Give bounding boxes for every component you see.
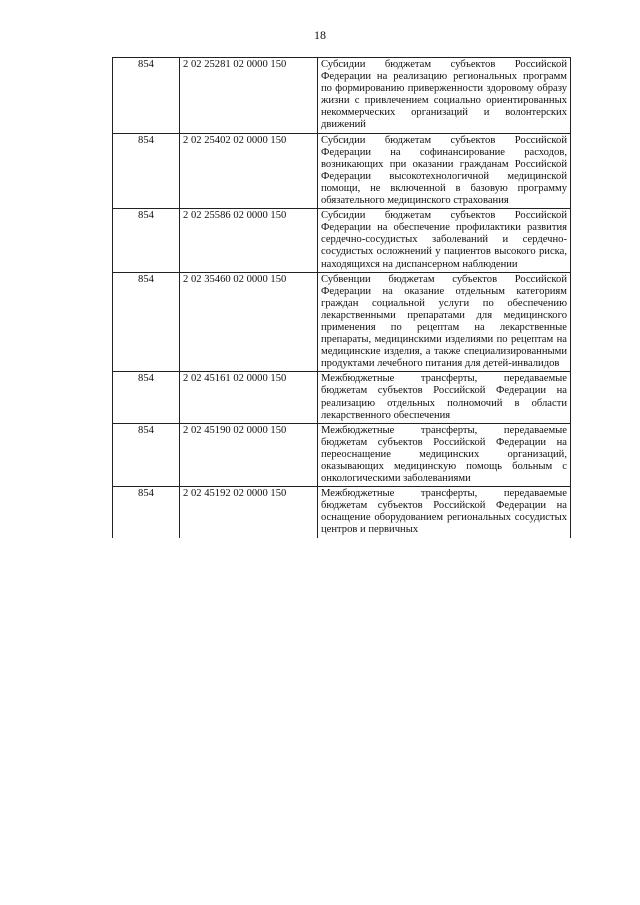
table-row — [113, 133, 571, 209]
description-cell: Субсидии бюджетам субъектов Российской Федерации на реализацию региональных программ по формированию приверженности здоровому образу жизни с привлечением социально ориентированных некоммерческих организаций и волонтерских движений — [318, 58, 571, 134]
table-row — [113, 372, 571, 423]
revenue-code-cell: 2 02 25281 02 0000 150 — [180, 58, 318, 134]
page-number: 18 — [314, 28, 326, 42]
description-cell: Субсидии бюджетам субъектов Российской Федерации на обеспечение профилактики развития сердечно-сосудистых заболеваний и сердечно-сосудистых осложнений у пациентов высокого риска, находящихся на диспансерном наблюдении — [318, 209, 571, 272]
admin-code-cell: 854 — [113, 272, 180, 372]
revenue-code-cell: 2 02 45192 02 0000 150 — [180, 487, 318, 538]
revenue-code-cell: 2 02 45190 02 0000 150 — [180, 423, 318, 486]
table-row — [113, 58, 571, 134]
revenue-codes-table — [112, 57, 571, 538]
revenue-code-cell: 2 02 25402 02 0000 150 — [180, 133, 318, 209]
table-row — [113, 487, 571, 538]
admin-code-cell: 854 — [113, 423, 180, 486]
admin-code-cell: 854 — [113, 133, 180, 209]
admin-code-cell: 854 — [113, 209, 180, 272]
admin-code-cell: 854 — [113, 372, 180, 423]
description-cell: Межбюджетные трансферты, передаваемые бюджетам субъектов Российской Федерации на реализацию отдельных полномочий в области лекарственного обеспечения — [318, 372, 571, 423]
revenue-code-cell: 2 02 25586 02 0000 150 — [180, 209, 318, 272]
description-cell: Межбюджетные трансферты, передаваемые бюджетам субъектов Российской Федерации на оснащение оборудованием региональных сосудистых центров и первичных — [318, 487, 571, 538]
description-cell: Субвенции бюджетам субъектов Российской Федерации на оказание отдельным категориям граждан социальной услуги по обеспечению лекарственными препаратами для медицинского применения по рецептам на лекарственные препараты, медицинскими изделиями по рецептам на медицинские изделия, а также специализированными продуктами лечебного питания для детей-инвалидов — [318, 272, 571, 372]
description-cell: Межбюджетные трансферты, передаваемые бюджетам субъектов Российской Федерации на переоснащение медицинских организаций, оказывающих медицинскую помощь больным с онкологическими заболеваниями — [318, 423, 571, 486]
description-cell: Субсидии бюджетам субъектов Российской Федерации на софинансирование расходов, возникающих при оказании гражданам Российской Федерации высокотехнологичной медицинской помощи, не включенной в базовую программу обязательного медицинского страхования — [318, 133, 571, 209]
revenue-code-cell: 2 02 35460 02 0000 150 — [180, 272, 318, 372]
admin-code-cell: 854 — [113, 487, 180, 538]
admin-code-cell: 854 — [113, 58, 180, 134]
table-row — [113, 209, 571, 272]
revenue-code-cell: 2 02 45161 02 0000 150 — [180, 372, 318, 423]
table-row — [113, 423, 571, 486]
table-row — [113, 272, 571, 372]
